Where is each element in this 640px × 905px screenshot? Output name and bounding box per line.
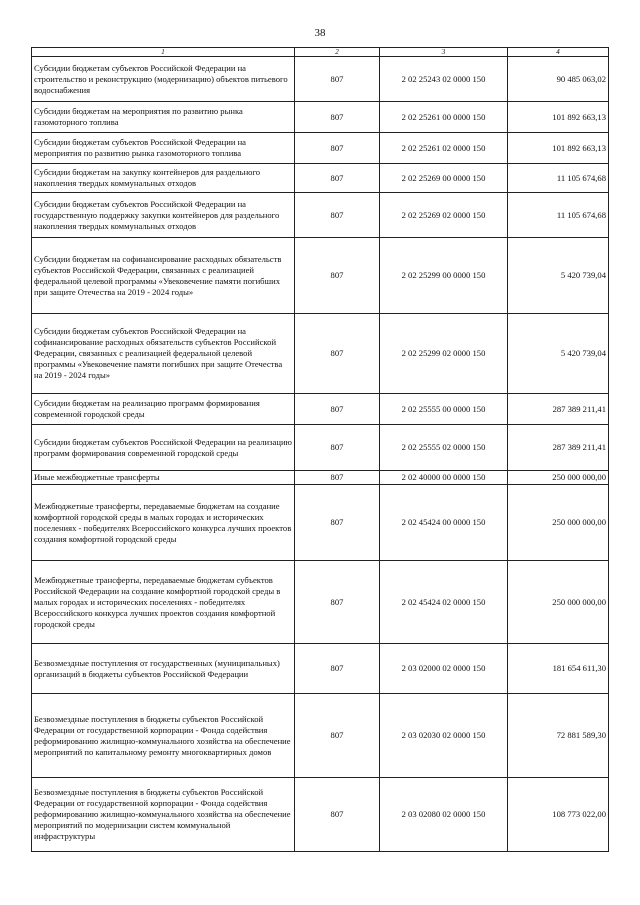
row-name: Межбюджетные трансферты, передаваемые бюджетам на создание комфортной городской среды в малых городах и исторических поселениях - победителях Всероссийского конкурса лучших проектов создания комфортной городской среды [32, 485, 295, 561]
row-amount: 5 420 739,04 [508, 238, 609, 314]
row-budget-code: 2 03 02000 02 0000 150 [380, 644, 508, 694]
row-name: Иные межбюджетные трансферты [32, 471, 295, 485]
page-number: 38 [314, 27, 326, 39]
row-budget-code: 2 02 25261 00 0000 150 [380, 102, 508, 133]
table-row [32, 57, 609, 102]
row-admin-code: 807 [295, 102, 380, 133]
table-row [32, 471, 609, 485]
table-row [32, 561, 609, 644]
row-admin-code: 807 [295, 57, 380, 102]
row-amount: 101 892 663,13 [508, 133, 609, 164]
row-amount: 72 881 589,30 [508, 694, 609, 778]
row-amount: 287 389 211,41 [508, 394, 609, 425]
row-name: Безвозмездные поступления в бюджеты субъектов Российской Федерации от государственной корпорации - Фонда содействия реформированию жилищно-коммунального хозяйства на обеспечение мероприятий по капитальному ремонту многоквартирных домов [32, 694, 295, 778]
row-name: Субсидии бюджетам на реализацию программ формирования современной городской среды [32, 394, 295, 425]
table-row [32, 394, 609, 425]
row-name: Субсидии бюджетам на мероприятия по развитию рынка газомоторного топлива [32, 102, 295, 133]
column-number: 1 [32, 48, 295, 57]
row-amount: 250 000 000,00 [508, 471, 609, 485]
table-row [32, 238, 609, 314]
row-admin-code: 807 [295, 694, 380, 778]
table-row [32, 102, 609, 133]
row-name: Безвозмездные поступления в бюджеты субъектов Российской Федерации от государственной корпорации - Фонда содействия реформированию жилищно-коммунального хозяйства на обеспечение мероприятий по модернизации систем коммунальной инфраструктуры [32, 778, 295, 852]
row-admin-code: 807 [295, 778, 380, 852]
row-budget-code: 2 03 02030 02 0000 150 [380, 694, 508, 778]
row-budget-code: 2 02 25555 02 0000 150 [380, 425, 508, 471]
row-name: Межбюджетные трансферты, передаваемые бюджетам субъектов Российской Федерации на создание комфортной городской среды в малых городах и исторических поселениях - победителях Всероссийского конкурса лучших проектов создания комфортной городской среды [32, 561, 295, 644]
column-number: 2 [295, 48, 380, 57]
row-admin-code: 807 [295, 238, 380, 314]
row-admin-code: 807 [295, 485, 380, 561]
row-name: Безвозмездные поступления от государственных (муниципальных) организаций в бюджеты субъектов Российской Федерации [32, 644, 295, 694]
row-name: Субсидии бюджетам субъектов Российской Федерации на мероприятия по развитию рынка газомоторного топлива [32, 133, 295, 164]
column-number: 3 [380, 48, 508, 57]
row-amount: 101 892 663,13 [508, 102, 609, 133]
table-row [32, 778, 609, 852]
row-amount: 108 773 022,00 [508, 778, 609, 852]
row-budget-code: 2 02 25269 00 0000 150 [380, 164, 508, 193]
column-number: 4 [508, 48, 609, 57]
row-admin-code: 807 [295, 425, 380, 471]
row-admin-code: 807 [295, 561, 380, 644]
row-amount: 287 389 211,41 [508, 425, 609, 471]
row-amount: 181 654 611,30 [508, 644, 609, 694]
row-admin-code: 807 [295, 644, 380, 694]
row-amount: 11 105 674,68 [508, 193, 609, 238]
row-name: Субсидии бюджетам субъектов Российской Федерации на реализацию программ формирования современной городской среды [32, 425, 295, 471]
table-row [32, 485, 609, 561]
table-row [32, 314, 609, 394]
row-amount: 90 485 063,02 [508, 57, 609, 102]
budget-table [31, 47, 609, 852]
row-name: Субсидии бюджетам субъектов Российской Федерации на строительство и реконструкцию (модернизацию) объектов питьевого водоснабжения [32, 57, 295, 102]
row-budget-code: 2 02 25299 02 0000 150 [380, 314, 508, 394]
table-row [32, 644, 609, 694]
row-budget-code: 2 03 02080 02 0000 150 [380, 778, 508, 852]
row-budget-code: 2 02 40000 00 0000 150 [380, 471, 508, 485]
row-amount: 11 105 674,68 [508, 164, 609, 193]
column-number-row [32, 48, 609, 57]
row-name: Субсидии бюджетам субъектов Российской Федерации на софинансирование расходных обязательств субъектов Российской Федерации, связанных с реализацией федеральной целевой программы «Увековечение памяти погибших при защите Отечества на 2019 - 2024 годы» [32, 314, 295, 394]
row-budget-code: 2 02 25261 02 0000 150 [380, 133, 508, 164]
row-budget-code: 2 02 25555 00 0000 150 [380, 394, 508, 425]
row-admin-code: 807 [295, 193, 380, 238]
row-admin-code: 807 [295, 133, 380, 164]
row-admin-code: 807 [295, 394, 380, 425]
table-row [32, 133, 609, 164]
row-admin-code: 807 [295, 164, 380, 193]
table-row [32, 164, 609, 193]
row-amount: 250 000 000,00 [508, 485, 609, 561]
table-row [32, 425, 609, 471]
row-admin-code: 807 [295, 471, 380, 485]
row-budget-code: 2 02 45424 00 0000 150 [380, 485, 508, 561]
row-amount: 250 000 000,00 [508, 561, 609, 644]
row-budget-code: 2 02 25269 02 0000 150 [380, 193, 508, 238]
row-admin-code: 807 [295, 314, 380, 394]
row-budget-code: 2 02 25299 00 0000 150 [380, 238, 508, 314]
row-budget-code: 2 02 25243 02 0000 150 [380, 57, 508, 102]
row-name: Субсидии бюджетам субъектов Российской Федерации на государственную поддержку закупки контейнеров для раздельного накопления твердых коммунальных отходов [32, 193, 295, 238]
row-name: Субсидии бюджетам на софинансирование расходных обязательств субъектов Российской Федерации, связанных с реализацией федеральной целевой программы «Увековечение памяти погибших при защите Отечества на 2019 - 2024 годы» [32, 238, 295, 314]
table-row [32, 694, 609, 778]
row-budget-code: 2 02 45424 02 0000 150 [380, 561, 508, 644]
row-name: Субсидии бюджетам на закупку контейнеров для раздельного накопления твердых коммунальных отходов [32, 164, 295, 193]
table-row [32, 193, 609, 238]
row-amount: 5 420 739,04 [508, 314, 609, 394]
